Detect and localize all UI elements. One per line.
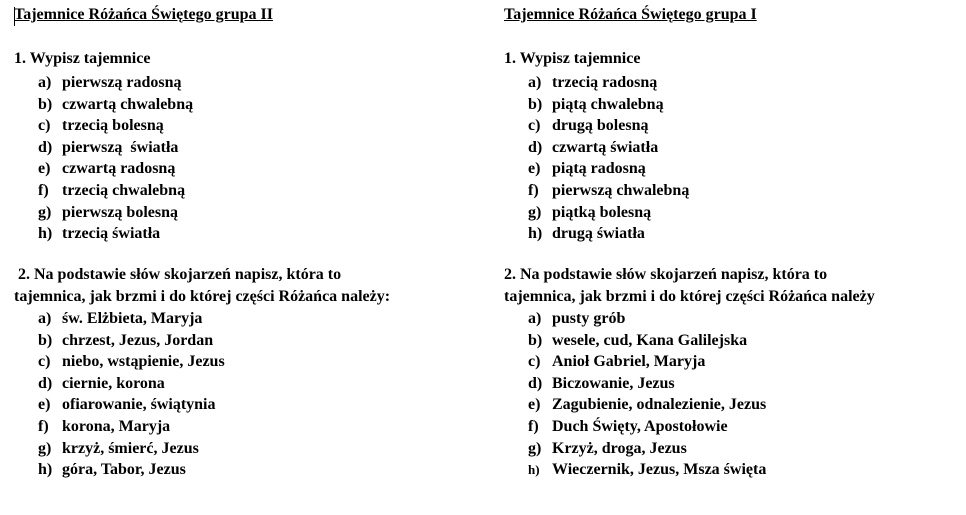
item-letter: e) xyxy=(528,396,541,414)
item-text: czwartą światła xyxy=(552,138,659,156)
item-text: czwartą radosną xyxy=(62,160,176,178)
right-question-1-list xyxy=(528,72,689,245)
item-text: trzecią bolesną xyxy=(62,117,164,135)
item-letter: d) xyxy=(528,138,543,156)
list-item[interactable] xyxy=(38,308,225,330)
list-item[interactable] xyxy=(38,438,225,460)
item-letter: c) xyxy=(38,353,51,371)
item-text: Duch Święty, Apostołowie xyxy=(552,417,728,435)
list-item[interactable] xyxy=(38,72,193,94)
left-question-1-list xyxy=(38,72,193,245)
list-item[interactable] xyxy=(38,330,225,352)
item-text: trzecią radosną xyxy=(552,74,658,91)
list-item[interactable] xyxy=(528,94,689,116)
item-text: piątką bolesną xyxy=(552,203,652,221)
item-letter: f) xyxy=(38,417,49,435)
item-letter: h) xyxy=(528,462,540,478)
right-title[interactable]: Tajemnice Różańca Świętego grupa I xyxy=(504,6,757,23)
item-text: ciernie, korona xyxy=(62,374,165,392)
item-text: chrzest, Jezus, Jordan xyxy=(62,331,214,349)
list-item[interactable] xyxy=(38,351,225,373)
list-item[interactable] xyxy=(528,115,689,137)
item-text: góra, Tabor, Jezus xyxy=(62,461,186,479)
item-text: pierwszą bolesną xyxy=(62,203,178,221)
item-letter: g) xyxy=(38,439,52,457)
list-item[interactable] xyxy=(38,223,193,245)
item-letter: e) xyxy=(38,160,51,178)
item-text: piątą chwalebną xyxy=(552,95,664,113)
item-letter: e) xyxy=(38,396,51,414)
item-letter: d) xyxy=(528,374,543,392)
item-letter: h) xyxy=(528,225,543,243)
item-text: pierwszą radosną xyxy=(62,74,182,91)
left-title[interactable]: Tajemnice Różańca Świętego grupa II xyxy=(14,6,273,23)
item-text: Biczowanie, Jezus xyxy=(552,374,675,392)
right-question-2-list xyxy=(528,308,766,481)
item-text: piątą radosną xyxy=(552,160,646,178)
question-line: tajemnica, jak brzmi i do której części Różańca należy: xyxy=(14,288,391,305)
item-text: drugą bolesną xyxy=(552,117,649,135)
list-item[interactable] xyxy=(38,137,193,159)
item-letter: a) xyxy=(38,310,52,327)
list-item[interactable] xyxy=(528,72,689,94)
item-text: czwartą chwalebną xyxy=(62,95,194,113)
list-item[interactable] xyxy=(38,373,225,395)
list-item[interactable] xyxy=(38,94,193,116)
left-question-2-list xyxy=(38,308,225,481)
item-letter: f) xyxy=(38,181,49,199)
item-text: wesele, cud, Kana Galilejska xyxy=(552,331,748,349)
list-item[interactable] xyxy=(38,158,193,180)
item-letter: b) xyxy=(38,331,53,349)
item-letter: d) xyxy=(38,138,53,156)
list-item[interactable] xyxy=(38,394,225,416)
item-letter: e) xyxy=(528,160,541,178)
list-item[interactable] xyxy=(38,416,225,438)
item-letter: a) xyxy=(38,74,52,91)
item-letter: c) xyxy=(528,353,541,371)
item-text: niebo, wstąpienie, Jezus xyxy=(62,353,225,371)
item-letter: g) xyxy=(38,203,52,221)
item-text: trzecią chwalebną xyxy=(62,181,186,199)
item-text: krzyż, śmierć, Jezus xyxy=(62,439,199,457)
item-text: ofiarowanie, świątynia xyxy=(62,396,216,414)
right-question-2[interactable] xyxy=(504,264,875,308)
item-text: pusty grób xyxy=(552,310,626,327)
list-item[interactable] xyxy=(528,351,766,373)
list-item[interactable] xyxy=(38,115,193,137)
list-item[interactable] xyxy=(528,202,689,224)
left-question-2[interactable] xyxy=(14,264,390,308)
list-item[interactable] xyxy=(528,158,689,180)
item-text: św. Elżbieta, Maryja xyxy=(62,310,203,327)
left-question-1[interactable]: 1. Wypisz tajemnice xyxy=(14,50,151,67)
question-line: 2. Na podstawie słów skojarzeń napisz, która to xyxy=(504,266,828,283)
list-item[interactable] xyxy=(528,137,689,159)
list-item[interactable] xyxy=(528,373,766,395)
item-text: trzecią światła xyxy=(62,225,161,243)
list-item[interactable] xyxy=(38,459,225,481)
item-letter: d) xyxy=(38,374,53,392)
item-letter: b) xyxy=(528,95,543,113)
item-letter: h) xyxy=(38,461,53,479)
item-text: Krzyż, droga, Jezus xyxy=(552,439,687,457)
item-text: korona, Maryja xyxy=(62,417,171,435)
item-letter: f) xyxy=(528,181,539,199)
item-letter: a) xyxy=(528,310,542,327)
item-letter: c) xyxy=(528,117,541,135)
list-item[interactable] xyxy=(528,308,766,330)
item-letter: g) xyxy=(528,203,542,221)
right-question-1[interactable]: 1. Wypisz tajemnice xyxy=(504,50,641,67)
item-letter: h) xyxy=(38,225,53,243)
item-text: drugą światła xyxy=(552,225,645,243)
item-letter: f) xyxy=(528,417,539,435)
list-item[interactable] xyxy=(528,394,766,416)
list-item[interactable] xyxy=(528,180,689,202)
item-text: Wieczernik, Jezus, Msza święta xyxy=(552,461,767,479)
item-text: pierwszą chwalebną xyxy=(552,181,690,199)
list-item[interactable] xyxy=(528,330,766,352)
list-item[interactable] xyxy=(38,202,193,224)
list-item[interactable] xyxy=(528,223,689,245)
item-letter: g) xyxy=(528,439,542,457)
item-letter: c) xyxy=(38,117,51,135)
item-text: Zagubienie, odnalezienie, Jezus xyxy=(552,396,767,414)
item-text: pierwszą światła xyxy=(62,138,179,156)
item-text: Anioł Gabriel, Maryja xyxy=(552,353,706,371)
question-line: tajemnica, jak brzmi i do której części Różańca należy xyxy=(504,288,875,305)
question-line: 2. Na podstawie słów skojarzeń napisz, która to xyxy=(14,266,342,283)
list-item[interactable] xyxy=(528,459,766,481)
item-letter: b) xyxy=(528,331,543,349)
list-item[interactable] xyxy=(38,180,193,202)
item-letter: a) xyxy=(528,74,542,91)
item-letter: b) xyxy=(38,95,53,113)
list-item[interactable] xyxy=(528,416,766,438)
list-item[interactable] xyxy=(528,438,766,460)
